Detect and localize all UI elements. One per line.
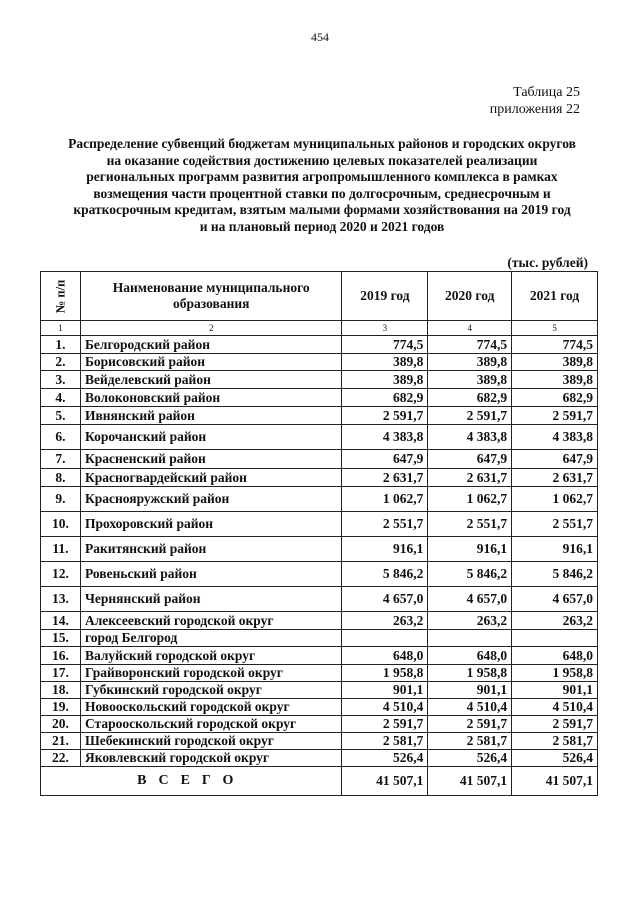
value-2020: 648,0 [428,647,512,665]
value-2019: 2 551,7 [342,512,428,537]
value-2020: 5 846,2 [428,562,512,587]
table-row [41,371,598,389]
municipality-name: Новооскольский городской округ [80,699,342,716]
municipality-name: Белгородский район [80,336,342,354]
row-number: 6. [41,425,81,450]
value-2020: 2 591,7 [428,716,512,733]
header-2020: 2020 год [428,272,512,321]
value-2021: 4 510,4 [512,699,598,716]
header-2019: 2019 год [342,272,428,321]
value-2021: 389,8 [512,371,598,389]
table-row [41,354,598,371]
row-number: 2. [41,354,81,371]
units-label: (тыс. рублей) [507,255,588,270]
table-row [41,562,598,587]
row-number: 18. [41,682,81,699]
total-2021: 41 507,1 [512,767,598,796]
value-2021: 916,1 [512,537,598,562]
municipality-name: Ивнянский район [80,407,342,425]
table-row [41,389,598,407]
value-2020: 2 591,7 [428,407,512,425]
value-2019: 774,5 [342,336,428,354]
row-number: 19. [41,699,81,716]
total-2019: 41 507,1 [342,767,428,796]
value-2020: 682,9 [428,389,512,407]
value-2021: 4 657,0 [512,587,598,612]
row-number: 15. [41,630,81,647]
table-row [41,425,598,450]
table-row [41,407,598,425]
table-row [41,647,598,665]
table-row [41,699,598,716]
municipality-name: Корочанский район [80,425,342,450]
municipality-name: Ровеньский район [80,562,342,587]
value-2020: 647,9 [428,450,512,469]
row-number: 20. [41,716,81,733]
value-2019: 4 657,0 [342,587,428,612]
municipality-name: Губкинский городской округ [80,682,342,699]
value-2021: 5 846,2 [512,562,598,587]
value-2020: 774,5 [428,336,512,354]
municipality-name: город Белгород [80,630,342,647]
municipality-name: Яковлевский городской округ [80,750,342,767]
value-2019: 389,8 [342,354,428,371]
table-row [41,682,598,699]
municipality-name: Волоконовский район [80,389,342,407]
value-2021: 389,8 [512,354,598,371]
value-2020: 4 657,0 [428,587,512,612]
row-number: 21. [41,733,81,750]
value-2020: 526,4 [428,750,512,767]
value-2020: 4 510,4 [428,699,512,716]
value-2019 [342,630,428,647]
value-2021: 774,5 [512,336,598,354]
row-number: 22. [41,750,81,767]
table-row [41,733,598,750]
table-header-row [41,272,598,321]
value-2021: 648,0 [512,647,598,665]
row-number: 12. [41,562,81,587]
row-number: 7. [41,450,81,469]
row-number: 16. [41,647,81,665]
value-2019: 647,9 [342,450,428,469]
table-row [41,450,598,469]
municipality-name: Прохоровский район [80,512,342,537]
value-2020: 4 383,8 [428,425,512,450]
value-2021: 2 581,7 [512,733,598,750]
table-row [41,512,598,537]
municipality-name: Краснояружский район [80,487,342,512]
value-2020: 1 062,7 [428,487,512,512]
value-2021: 263,2 [512,612,598,630]
municipality-name: Борисовский район [80,354,342,371]
value-2019: 4 383,8 [342,425,428,450]
table-row [41,587,598,612]
table-row [41,630,598,647]
value-2019: 648,0 [342,647,428,665]
value-2021: 2 631,7 [512,469,598,487]
table-row [41,750,598,767]
row-number: 1. [41,336,81,354]
column-index: 4 [428,321,512,336]
value-2019: 1 062,7 [342,487,428,512]
value-2020: 2 551,7 [428,512,512,537]
value-2019: 4 510,4 [342,699,428,716]
value-2021: 4 383,8 [512,425,598,450]
value-2021: 1 062,7 [512,487,598,512]
value-2021: 526,4 [512,750,598,767]
table-row [41,469,598,487]
column-index: 1 [41,321,81,336]
value-2020 [428,630,512,647]
table-row [41,487,598,512]
value-2020: 2 581,7 [428,733,512,750]
total-row [41,767,598,796]
value-2019: 2 591,7 [342,716,428,733]
row-number: 10. [41,512,81,537]
row-number: 13. [41,587,81,612]
table-row [41,537,598,562]
value-2020: 263,2 [428,612,512,630]
column-index-row [41,321,598,336]
page-number: 454 [311,30,329,44]
row-number: 8. [41,469,81,487]
row-number: 9. [41,487,81,512]
value-2020: 901,1 [428,682,512,699]
header-num: № п/п [41,272,81,321]
budget-table [40,271,598,796]
municipality-name: Красногвардейский район [80,469,342,487]
municipality-name: Алексеевский городской округ [80,612,342,630]
municipality-name: Валуйский городской округ [80,647,342,665]
value-2020: 389,8 [428,354,512,371]
municipality-name: Чернянский район [80,587,342,612]
header-2021: 2021 год [512,272,598,321]
value-2019: 2 591,7 [342,407,428,425]
table-row [41,665,598,682]
municipality-name: Ракитянский район [80,537,342,562]
municipality-name: Шебекинский городской округ [80,733,342,750]
document-title: Распределение субвенций бюджетам муниципальных районов и городских округов на оказание содействия достижению целевых показателей реализации региональных программ развития агропромышленного комплекса в рамках возмещения части процентной ставки по долгосрочным, среднесрочным и краткосрочным кредитам, взятым малыми формами хозяйствования на 2019 год и на плановый период 2020 и 2021 годов [68,136,576,234]
value-2020: 916,1 [428,537,512,562]
municipality-name: Вейделевский район [80,371,342,389]
column-index: 3 [342,321,428,336]
row-number: 17. [41,665,81,682]
table-number: Таблица 25 [513,85,580,100]
appendix-label [490,84,580,118]
table-row [41,716,598,733]
value-2019: 263,2 [342,612,428,630]
column-index: 2 [80,321,342,336]
value-2020: 389,8 [428,371,512,389]
column-index: 5 [512,321,598,336]
value-2019: 1 958,8 [342,665,428,682]
municipality-name: Грайворонский городской округ [80,665,342,682]
value-2019: 2 581,7 [342,733,428,750]
value-2019: 389,8 [342,371,428,389]
value-2019: 5 846,2 [342,562,428,587]
value-2021 [512,630,598,647]
row-number: 14. [41,612,81,630]
value-2020: 1 958,8 [428,665,512,682]
value-2021: 682,9 [512,389,598,407]
value-2021: 647,9 [512,450,598,469]
total-label: ВСЕГО [41,767,342,796]
municipality-name: Красненский район [80,450,342,469]
value-2021: 2 551,7 [512,512,598,537]
row-number: 11. [41,537,81,562]
row-number: 4. [41,389,81,407]
value-2019: 916,1 [342,537,428,562]
value-2020: 2 631,7 [428,469,512,487]
table-body [41,336,598,767]
value-2021: 901,1 [512,682,598,699]
table-row [41,612,598,630]
value-2021: 2 591,7 [512,716,598,733]
value-2019: 2 631,7 [342,469,428,487]
municipality-name: Старооскольский городской округ [80,716,342,733]
row-number: 5. [41,407,81,425]
value-2019: 682,9 [342,389,428,407]
row-number: 3. [41,371,81,389]
total-2020: 41 507,1 [428,767,512,796]
value-2019: 901,1 [342,682,428,699]
value-2021: 2 591,7 [512,407,598,425]
header-name: Наименование муниципального образования [80,272,342,321]
table-row [41,336,598,354]
value-2019: 526,4 [342,750,428,767]
value-2021: 1 958,8 [512,665,598,682]
appendix-number: приложения 22 [489,102,580,117]
